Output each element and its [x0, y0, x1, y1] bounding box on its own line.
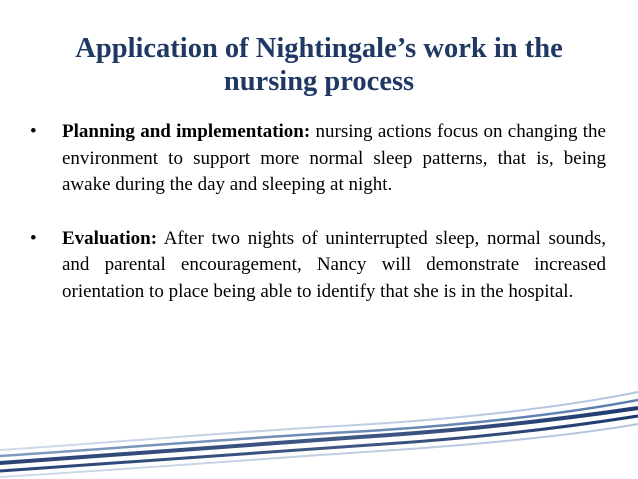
decorative-swoosh [0, 370, 638, 479]
bullet-text: nursing actions focus on changing the environment to support more normal sleep patterns, that is, being awake during the day and sleeping at night. [62, 121, 606, 195]
bullet-item-evaluation [28, 226, 606, 306]
bullet-item-planning [28, 119, 606, 199]
bullet-term: Evaluation: [62, 227, 158, 249]
bullet-marker: • [30, 121, 37, 142]
bullet-list [28, 119, 606, 305]
slide-title: Application of Nightingale’s work in the nursing process [75, 33, 563, 97]
bullet-term: Planning and implementation: [62, 121, 311, 142]
bullet-marker: • [30, 227, 37, 249]
bullet-text: After two nights of uninterrupted sleep, normal sounds, and parental encouragement, Nancy will demonstrate increased orientation to place being able to identify that she is in the hospital. [62, 227, 607, 302]
